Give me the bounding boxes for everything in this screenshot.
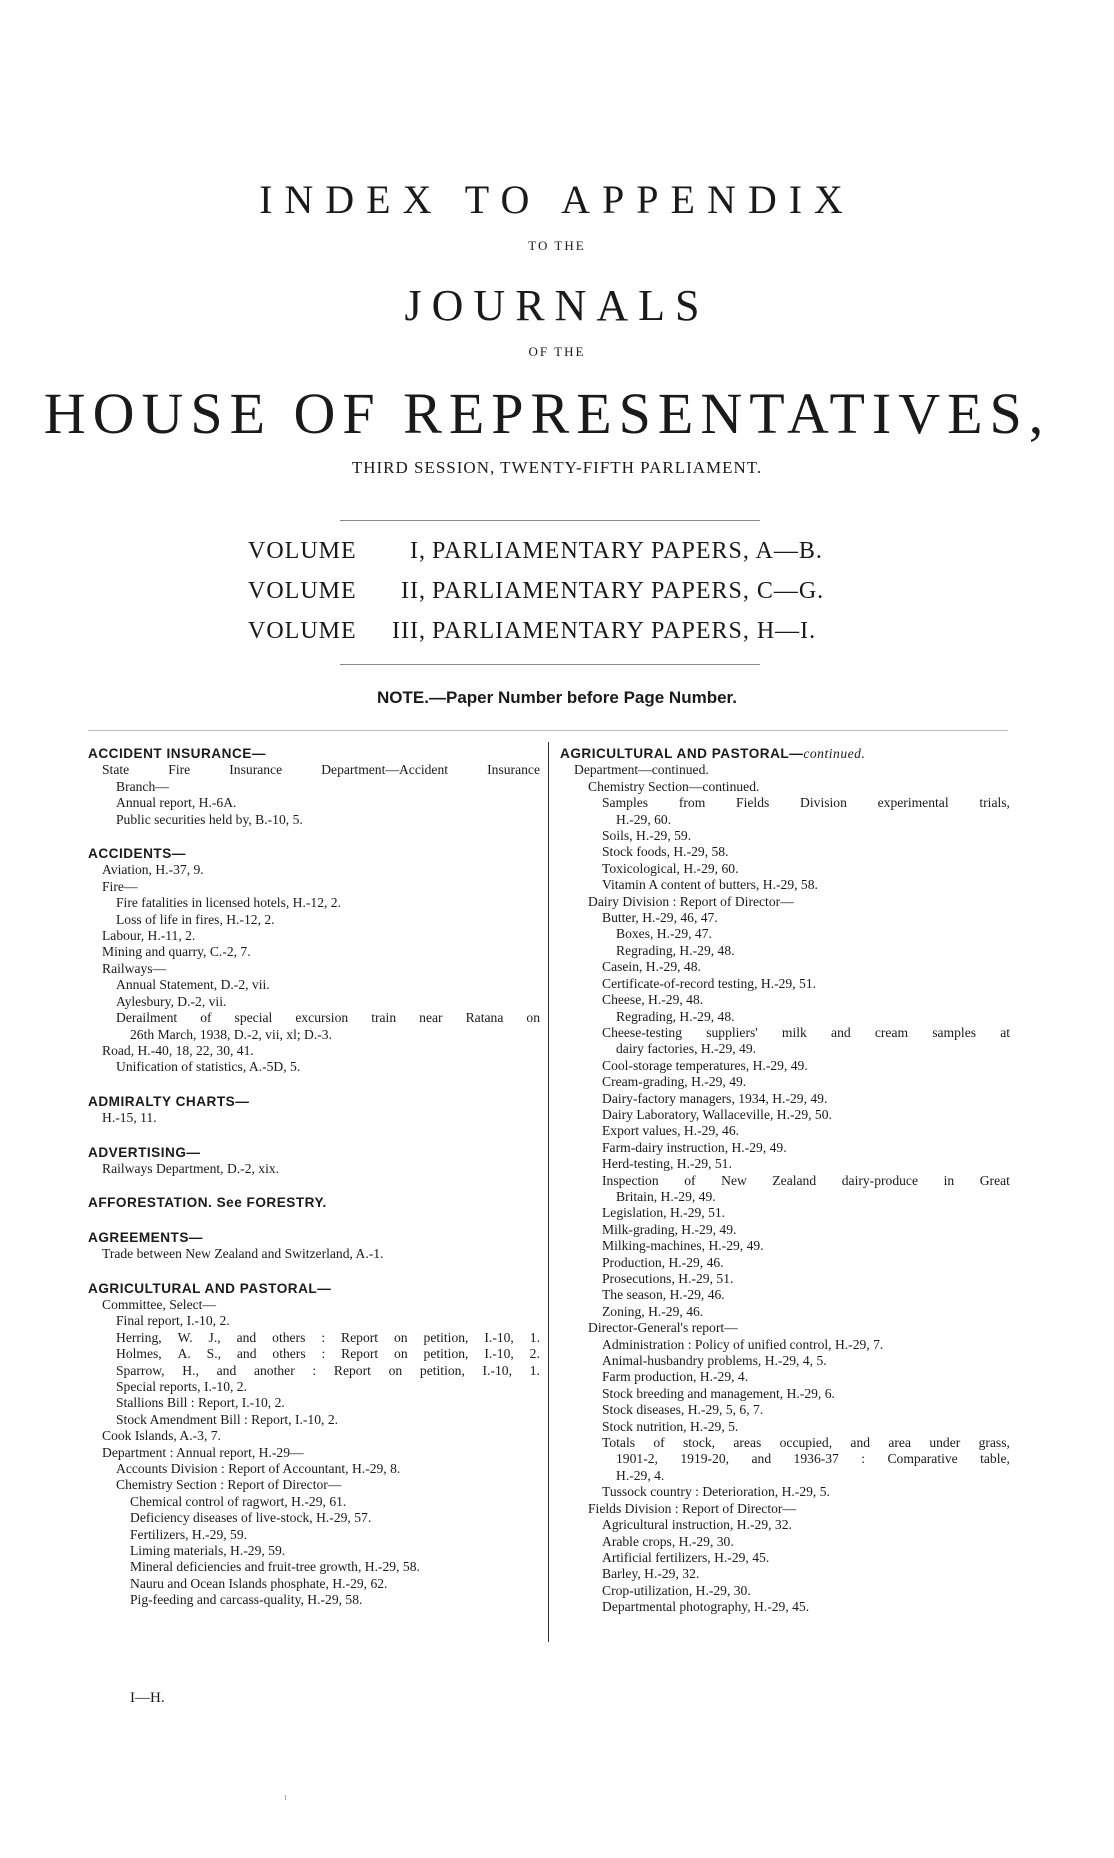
index-entry: Chemistry Section—continued. bbox=[588, 778, 760, 794]
volume-line-2 bbox=[248, 578, 824, 605]
index-entry: Loss of life in fires, H.-12, 2. bbox=[116, 911, 275, 927]
index-entry: Aviation, H.-37, 9. bbox=[102, 862, 204, 878]
index-entry: Sparrow, H., and another : Report on petition, I.-10, 1. bbox=[116, 1362, 540, 1378]
index-entry: Railways Department, D.-2, xix. bbox=[102, 1160, 280, 1176]
index-entry: Department : Annual report, H.-29— bbox=[102, 1444, 304, 1460]
volume-line-3 bbox=[248, 618, 816, 645]
index-entry: H.-15, 11. bbox=[102, 1110, 157, 1126]
index-entry: Branch— bbox=[116, 778, 169, 794]
index-entries-right bbox=[560, 762, 1010, 1615]
index-entry: Dairy Laboratory, Wallaceville, H.-29, 50. bbox=[602, 1106, 832, 1122]
index-entry: Export values, H.-29, 46. bbox=[602, 1123, 740, 1139]
heading-main: AGRICULTURAL AND PASTORAL— bbox=[560, 746, 804, 761]
index-entry: Cheese-testing suppliers' milk and cream samples at bbox=[602, 1024, 1010, 1040]
index-entry: Trade between New Zealand and Switzerland, A.-1. bbox=[102, 1246, 384, 1262]
index-entry: Unification of statistics, A.-5D, 5. bbox=[116, 1059, 301, 1075]
index-entry: Fields Division : Report of Director— bbox=[588, 1500, 797, 1516]
divider-top bbox=[340, 520, 760, 521]
index-entry: Committee, Select— bbox=[102, 1296, 217, 1312]
index-heading: ADMIRALTY CHARTS— bbox=[88, 1093, 250, 1109]
index-entry: Railways— bbox=[102, 960, 167, 976]
index-entry: H.-29, 60. bbox=[616, 811, 672, 827]
column-divider bbox=[548, 742, 549, 1642]
index-entry: Mining and quarry, C.-2, 7. bbox=[102, 944, 251, 960]
page-signature: I—H. bbox=[130, 1690, 165, 1706]
index-entry: Legislation, H.-29, 51. bbox=[602, 1205, 726, 1221]
note-line: NOTE.—Paper Number before Page Number. bbox=[377, 688, 737, 707]
index-heading: AGREEMENTS— bbox=[88, 1229, 204, 1245]
volume-text: PARLIAMENTARY PAPERS, C—G. bbox=[432, 578, 825, 604]
index-entry: Casein, H.-29, 48. bbox=[602, 959, 701, 975]
index-entry: 26th March, 1938, D.-2, vii, xl; D.-3. bbox=[130, 1026, 332, 1042]
index-entry: Milk-grading, H.-29, 49. bbox=[602, 1221, 737, 1237]
volume-label: VOLUME bbox=[248, 538, 357, 564]
index-entry: Regrading, H.-29, 48. bbox=[616, 1008, 735, 1024]
index-entry: Mineral deficiencies and fruit-tree growth, H.-29, 58. bbox=[130, 1559, 420, 1575]
index-entry: Totals of stock, areas occupied, and area under grass, bbox=[602, 1435, 1010, 1451]
volume-text: PARLIAMENTARY PAPERS, A—B. bbox=[432, 538, 823, 564]
index-entry: Public securities held by, B.-10, 5. bbox=[116, 811, 303, 827]
index-entry: Labour, H.-11, 2. bbox=[102, 928, 196, 944]
index-entry: Boxes, H.-29, 47. bbox=[616, 926, 712, 942]
volume-number: III, bbox=[392, 618, 426, 644]
divider-mid bbox=[340, 664, 760, 665]
index-entry: Zoning, H.-29, 46. bbox=[602, 1303, 704, 1319]
index-entry: Soils, H.-29, 59. bbox=[602, 828, 692, 844]
index-entry: Chemical control of ragwort, H.-29, 61. bbox=[130, 1493, 347, 1509]
volume-label: VOLUME bbox=[248, 618, 357, 644]
index-entry: Certificate-of-record testing, H.-29, 51. bbox=[602, 975, 817, 991]
index-entry: Department—continued. bbox=[574, 762, 709, 778]
index-entry: Production, H.-29, 46. bbox=[602, 1254, 724, 1270]
title-line-3: JOURNALS bbox=[404, 281, 710, 330]
index-entry: Farm-dairy instruction, H.-29, 49. bbox=[602, 1139, 787, 1155]
index-entry: Artificial fertilizers, H.-29, 45. bbox=[602, 1549, 770, 1565]
volume-number: I, bbox=[410, 538, 426, 564]
index-entry: Dairy Division : Report of Director— bbox=[588, 893, 794, 909]
index-entry: Cook Islands, A.-3, 7. bbox=[102, 1428, 221, 1444]
index-entry: Barley, H.-29, 32. bbox=[602, 1566, 700, 1582]
index-entry: Cheese, H.-29, 48. bbox=[602, 992, 704, 1008]
index-entry: Stock foods, H.-29, 58. bbox=[602, 844, 729, 860]
index-entry: Accounts Division : Report of Accountant, H.-29, 8. bbox=[116, 1461, 401, 1477]
index-heading: ACCIDENT INSURANCE— bbox=[88, 746, 266, 761]
index-column-right bbox=[560, 746, 1010, 1616]
volume-label: VOLUME bbox=[248, 578, 357, 604]
index-entry: Pig-feeding and carcass-quality, H.-29, 58. bbox=[130, 1592, 363, 1608]
index-entry: Animal-husbandry problems, H.-29, 4, 5. bbox=[602, 1353, 827, 1369]
index-entry: Road, H.-40, 18, 22, 30, 41. bbox=[102, 1042, 254, 1058]
index-entry: State Fire Insurance Department—Accident Insurance bbox=[102, 762, 540, 778]
title-line-2: TO THE bbox=[528, 238, 586, 253]
index-entry: Agricultural instruction, H.-29, 32. bbox=[602, 1517, 792, 1533]
index-entry: Fertilizers, H.-29, 59. bbox=[130, 1526, 248, 1542]
index-entry: Stock diseases, H.-29, 5, 6, 7. bbox=[602, 1402, 764, 1418]
index-entry: Nauru and Ocean Islands phosphate, H.-29, 62. bbox=[130, 1575, 388, 1591]
index-entry: Cream-grading, H.-29, 49. bbox=[602, 1074, 747, 1090]
volume-number: II, bbox=[401, 578, 426, 604]
index-entry: Stock Amendment Bill : Report, I.-10, 2. bbox=[116, 1411, 339, 1427]
index-entry: Annual Statement, D.-2, vii. bbox=[116, 977, 270, 993]
index-entry: Dairy-factory managers, 1934, H.-29, 49. bbox=[602, 1090, 828, 1106]
index-column-left bbox=[88, 746, 540, 1609]
volume-text: PARLIAMENTARY PAPERS, H—I. bbox=[432, 618, 817, 644]
index-entry: Stock nutrition, H.-29, 5. bbox=[602, 1418, 739, 1434]
index-heading: ADVERTISING— bbox=[88, 1144, 201, 1160]
index-entry: Aylesbury, D.-2, vii. bbox=[116, 993, 227, 1009]
index-heading: AGRICULTURAL AND PASTORAL— bbox=[88, 1280, 332, 1296]
index-entry: Britain, H.-29, 49. bbox=[616, 1188, 716, 1204]
index-entry: Final report, I.-10, 2. bbox=[116, 1313, 230, 1329]
title-line-1: INDEX TO APPENDIX bbox=[259, 177, 855, 222]
session-line: THIRD SESSION, TWENTY-FIFTH PARLIAMENT. bbox=[351, 458, 763, 477]
index-entry: Prosecutions, H.-29, 51. bbox=[602, 1271, 734, 1286]
index-entry: Crop-utilization, H.-29, 30. bbox=[602, 1582, 751, 1598]
index-entry: Departmental photography, H.-29, 45. bbox=[602, 1599, 810, 1615]
index-entry: Cool-storage temperatures, H.-29, 49. bbox=[602, 1057, 808, 1073]
index-entry: Toxicological, H.-29, 60. bbox=[602, 860, 739, 876]
index-entry: Vitamin A content of butters, H.-29, 58. bbox=[602, 877, 818, 893]
index-entry: H.-29, 4. bbox=[616, 1467, 665, 1483]
index-entry: Director-General's report— bbox=[588, 1320, 738, 1336]
index-entry: Milking-machines, H.-29, 49. bbox=[602, 1238, 764, 1254]
index-entry: 1901-2, 1919-20, and 1936-37 : Comparative table, bbox=[616, 1451, 1010, 1467]
index-entry: Chemistry Section : Report of Director— bbox=[116, 1477, 342, 1493]
index-entry: Stallions Bill : Report, I.-10, 2. bbox=[116, 1395, 285, 1411]
title-line-5: HOUSE OF REPRESENTATIVES, bbox=[43, 381, 1051, 446]
index-entry: Stock breeding and management, H.-29, 6. bbox=[602, 1385, 835, 1401]
index-heading: ACCIDENTS— bbox=[88, 846, 186, 862]
index-heading: AFFORESTATION. See FORESTRY. bbox=[88, 1195, 327, 1211]
divider-columns bbox=[88, 730, 1008, 731]
index-entry: Regrading, H.-29, 48. bbox=[616, 942, 735, 958]
index-entry: Tussock country : Deterioration, H.-29, 5. bbox=[602, 1484, 830, 1500]
index-entry: Samples from Fields Division experimental trials, bbox=[602, 795, 1010, 811]
index-entry: Deficiency diseases of live-stock, H.-29, 57. bbox=[130, 1510, 372, 1526]
index-entry: Herd-testing, H.-29, 51. bbox=[602, 1156, 732, 1172]
title-line-4: OF THE bbox=[528, 344, 586, 359]
index-entry: Inspection of New Zealand dairy-produce in Great bbox=[602, 1172, 1010, 1188]
volume-line-1 bbox=[248, 538, 823, 565]
index-entry: Herring, W. J., and others : Report on petition, I.-10, 1. bbox=[116, 1329, 540, 1345]
index-entry: Derailment of special excursion train near Ratana on bbox=[116, 1010, 540, 1026]
index-entry: The season, H.-29, 46. bbox=[602, 1287, 725, 1303]
index-entry: Special reports, I.-10, 2. bbox=[116, 1379, 247, 1394]
index-entry: Arable crops, H.-29, 30. bbox=[602, 1533, 734, 1549]
heading-continued: continued. bbox=[803, 746, 866, 761]
index-entry: Administration : Policy of unified control, H.-29, 7. bbox=[602, 1336, 884, 1352]
index-entry: Butter, H.-29, 46, 47. bbox=[602, 910, 718, 926]
index-entry: Liming materials, H.-29, 59. bbox=[130, 1543, 286, 1559]
index-entry: Annual report, H.-6A. bbox=[116, 795, 237, 811]
index-heading bbox=[560, 746, 1010, 762]
index-entry: dairy factories, H.-29, 49. bbox=[616, 1041, 757, 1057]
index-entry: Fire fatalities in licensed hotels, H.-12, 2. bbox=[116, 895, 342, 911]
index-entry: Fire— bbox=[102, 878, 138, 894]
index-entry: Farm production, H.-29, 4. bbox=[602, 1369, 749, 1385]
stray-mark: ı bbox=[284, 1792, 287, 1803]
index-entry: Holmes, A. S., and others : Report on petition, I.-10, 2. bbox=[116, 1346, 540, 1362]
